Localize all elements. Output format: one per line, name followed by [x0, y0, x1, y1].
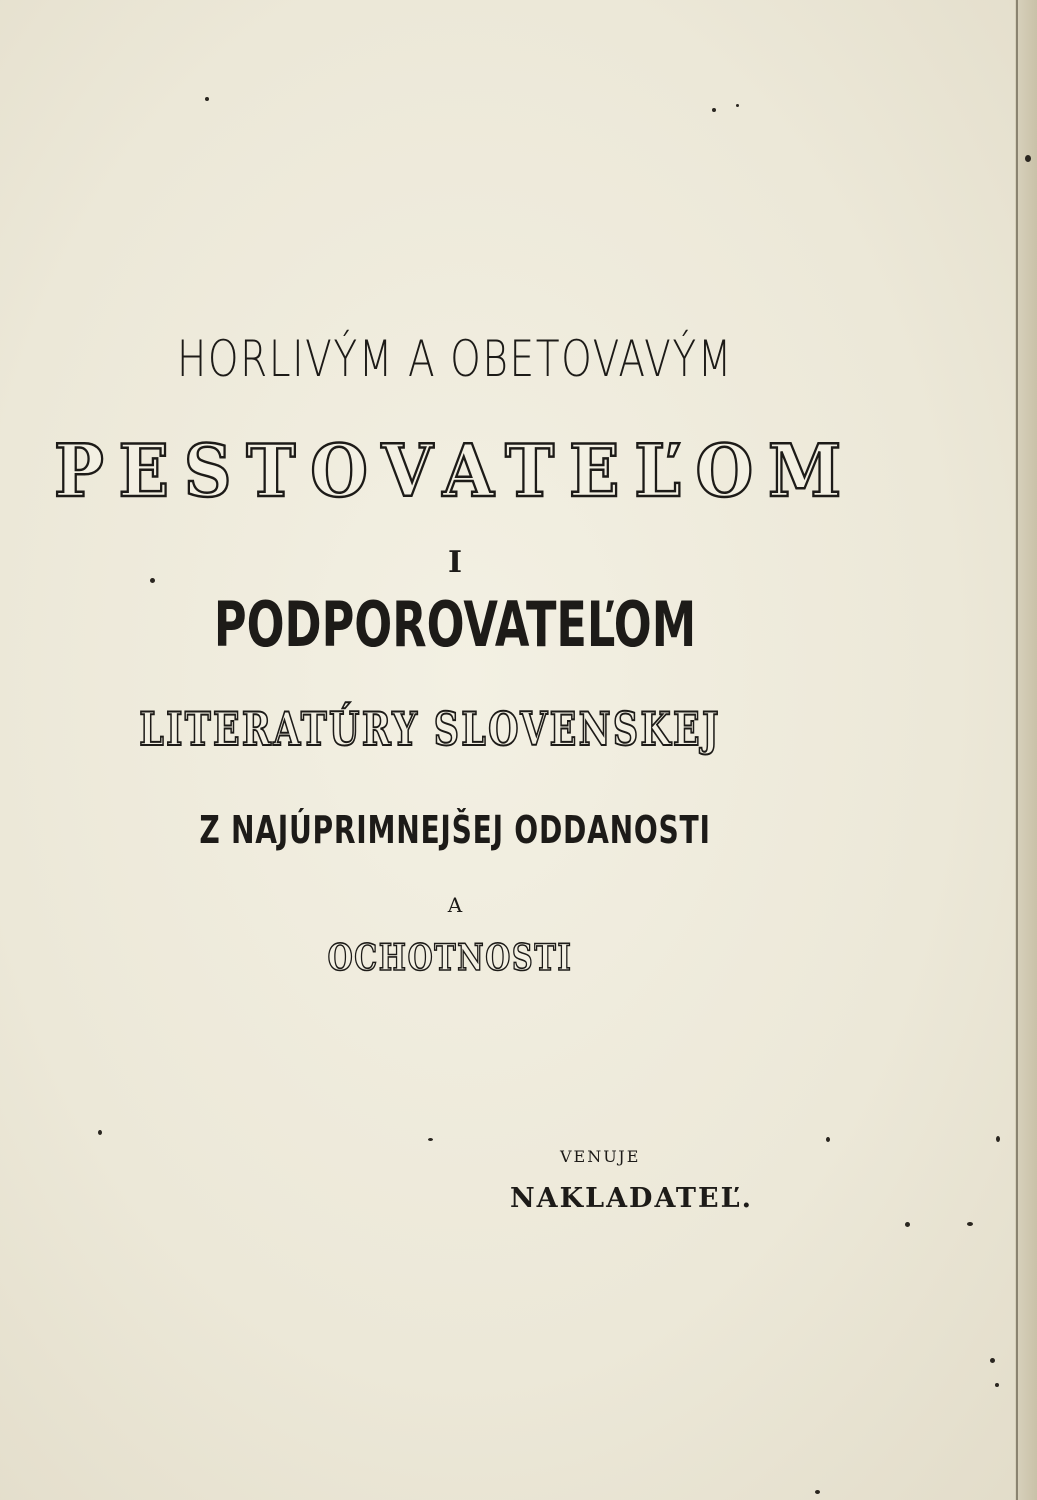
paper-speck — [996, 1136, 1000, 1142]
page-edge-line — [1016, 0, 1018, 1500]
dedication-line-6: Z NAJÚPRIMNEJŠEJ ODDANOSTI — [199, 808, 711, 852]
dedication-line-4: PODPOROVATEĽOM — [213, 588, 697, 661]
paper-speck — [98, 1130, 102, 1135]
dedication-line-3: I — [447, 545, 463, 580]
paper-speck — [712, 108, 716, 112]
signature-author: NAKLADATEĽ. — [510, 1183, 753, 1214]
paper-speck — [905, 1222, 910, 1227]
paper-speck — [428, 1138, 433, 1141]
dedication-line-2: PESTOVATEĽOM — [53, 428, 857, 513]
paper-speck — [826, 1137, 830, 1142]
paper-speck — [815, 1490, 820, 1494]
dedication-line-5: LITERATÚRY SLOVENSKEJ — [139, 702, 721, 756]
paper-speck — [990, 1358, 995, 1363]
paper-speck — [205, 97, 209, 101]
signature-verb: VENUJE — [560, 1147, 641, 1166]
paper-speck — [1025, 155, 1031, 162]
dedication-line-7: A — [447, 893, 463, 917]
paper-speck — [967, 1222, 973, 1226]
paper-speck — [736, 104, 739, 107]
dedication-line-1: HORLIVÝM A OBETOVAVÝM — [177, 330, 733, 388]
dedication-line-8: OCHOTNOSTI — [327, 937, 573, 979]
paper-speck — [150, 578, 155, 583]
page-edge — [1015, 0, 1037, 1500]
paper-speck — [995, 1383, 999, 1387]
